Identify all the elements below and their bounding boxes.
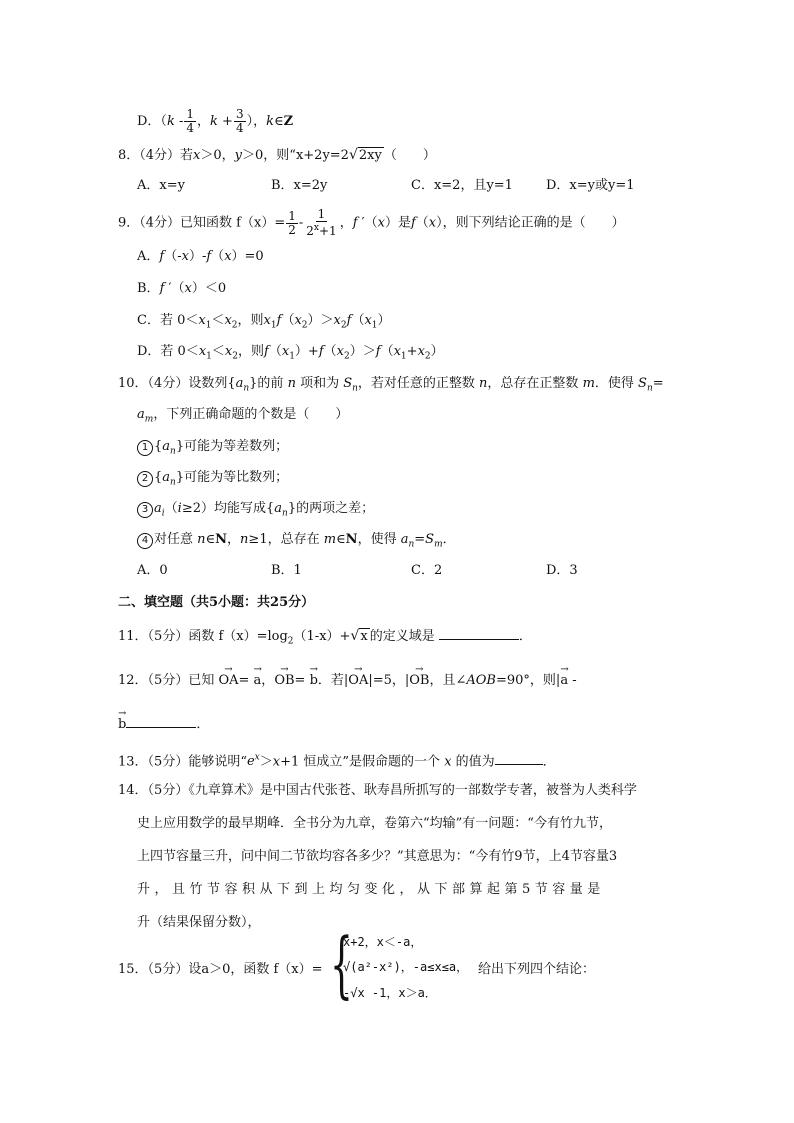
q10-statement-2: 2 $\{a_n\}$可能为等比数列；	[137, 469, 288, 492]
q15-case-1: x+2，x＜-a，	[343, 935, 423, 949]
q9-option-b[interactable]: B．f ′（x）＜0	[137, 281, 227, 296]
q14-line-4: 升，且竹节容积从下到上均匀变化，从下部算起第5节容量是	[137, 882, 605, 897]
q10-stem-line2: $a_m$，下列正确命题的个数是（ ）	[137, 407, 349, 425]
q12-line2: → b ．	[118, 714, 209, 734]
q10-statement-1: 1 $\{a_n\}$可能为等差数列；	[137, 438, 288, 461]
q10-option-c[interactable]: C．2	[411, 563, 443, 578]
q15-stem: 15．（5分）设a＞0，函数 f（x）=	[118, 962, 323, 977]
q8-option-d[interactable]: D．x=y或y=1	[546, 178, 635, 193]
q10-stem-line1: 10．（4分）设数列$\{a_n\}$的前 n 项和为 $S_n$，若对任意的正整数 n，总存在正整数 m．使得 $S_n=$	[118, 376, 664, 394]
q9-stem: 9．（4分）已知函数 f（x）= $\frac{1}{2}$ - $\frac{1}{2^x+1}$ ，f ′（x）是f（x），则下列结论正确的是（ ）	[118, 207, 625, 238]
q10-statement-4: 4 对任意 n∈N，n≥1，总存在 m∈N，使得 $a_n=S_m$．	[137, 531, 456, 554]
q15-case-2: √(a²-x²)，-a≤x≤a，	[343, 960, 469, 974]
q9-option-a[interactable]: A．f（-x）-f（x）=0	[137, 249, 264, 264]
q13-stem: 13．（5分）能够说明“$e^x>x+1$ 恒成立”是假命题的一个 x 的值为 ．	[118, 753, 556, 770]
q10-option-a[interactable]: A．0	[137, 563, 168, 578]
q15-tail: 给出下列四个结论：	[478, 962, 596, 977]
q14-line-3: 上四节容量三升，问中间二节欲均容各多少？”其意思为：“今有竹9节，上4节容量3	[137, 849, 618, 864]
q14-line-2: 史上应用数学的最早期峰．全书分为九章，卷第六“均输”有一问题：“今有竹九节，	[137, 816, 612, 831]
q10-option-b[interactable]: B．1	[271, 563, 302, 578]
q14-line-5: 升（结果保留分数），	[137, 915, 261, 930]
q9-option-d[interactable]: D．若 $0<x_1<x_2$，则$f(x_1)+f(x_2)>f(x_1+x_2)$	[137, 344, 444, 362]
q15-case-3: -√x -1，x＞a．	[343, 986, 437, 1000]
q8-stem: 8．（4分）若x＞0，y＞0，则“x+2y=2√2xy （ ）	[118, 147, 436, 163]
q8-option-b[interactable]: B．x=2y	[271, 178, 328, 193]
section-heading: 二、填空题（共5小题：共25分）	[118, 595, 315, 610]
piecewise-brace: {	[330, 922, 353, 1006]
q7-option-d: D．（k - $\frac{1}{4}$ ，k + $\frac{3}{4}$ ），k∈Z	[137, 107, 294, 135]
q14-line-1: 14．（5分）《九章算术》是中国古代张苍、耿寿昌所抓写的一部数学专著，被誉为人类科学	[118, 783, 637, 798]
q12-line1: 12．（5分）已知 → OA= → a，→ OB= → b．若|→ OA|=5，|→ OB，且∠AOB=90°，则|→ a -	[118, 672, 577, 690]
q8-option-a[interactable]: A．x=y	[137, 178, 185, 193]
q10-option-d[interactable]: D．3	[546, 563, 578, 578]
q9-option-c[interactable]: C．若 $0<x_1<x_2$，则$x_1f(x_2)>x_2f(x_1)$	[137, 313, 391, 331]
q11-stem: 11．（5分）函数 $f(x)=\log_2(1-x)+√x$ 的定义域是 ．	[118, 628, 532, 647]
q10-statement-3: 3 $a_i(i\ge 2)$均能写成$\{a_n\}$的两项之差；	[137, 500, 374, 523]
q8-option-c[interactable]: C．x=2，且y=1	[411, 178, 513, 193]
